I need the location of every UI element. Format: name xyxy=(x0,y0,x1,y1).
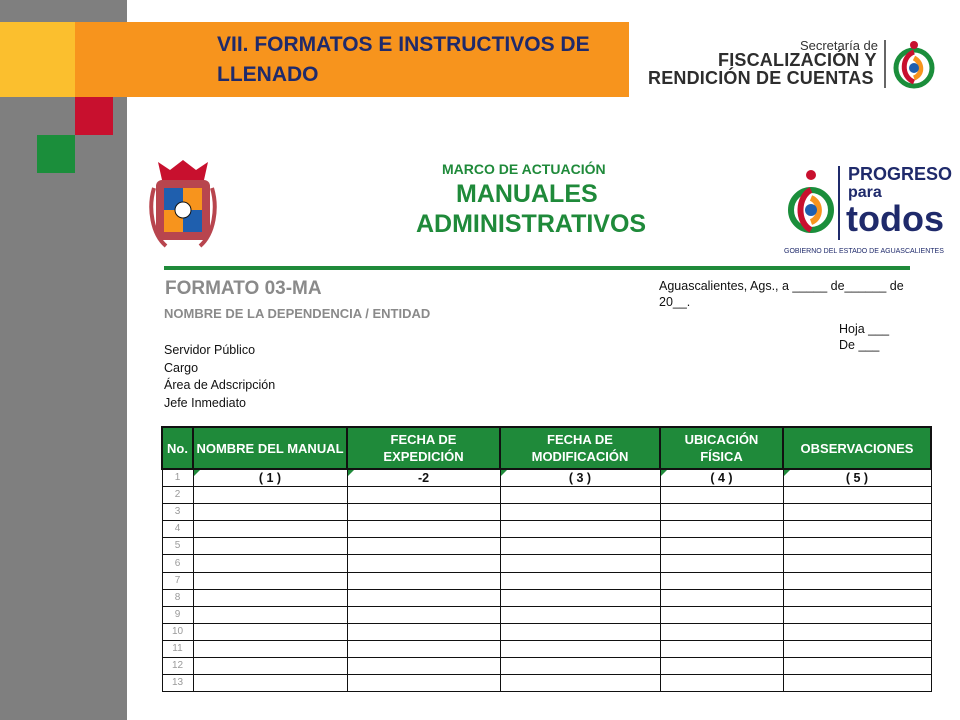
table-cell[interactable] xyxy=(783,572,931,589)
sfrc-secretaria-label: Secretaría de xyxy=(799,38,878,53)
table-cell[interactable] xyxy=(500,606,660,623)
table-row xyxy=(162,675,931,692)
table-cell[interactable] xyxy=(660,640,783,657)
table-cell[interactable] xyxy=(193,487,347,504)
table-cell[interactable] xyxy=(347,640,500,657)
table-cell[interactable] xyxy=(783,606,931,623)
row-number: 13 xyxy=(162,675,193,692)
red-square xyxy=(75,97,113,135)
table-cell[interactable] xyxy=(660,606,783,623)
table-cell[interactable] xyxy=(193,521,347,538)
header-divider xyxy=(164,266,910,270)
row-number: 10 xyxy=(162,623,193,640)
administrativos-heading: ADMINISTRATIVOS xyxy=(416,210,647,238)
instruction-mark-cell[interactable] xyxy=(347,469,500,487)
table-row xyxy=(162,504,931,521)
row-number: 4 xyxy=(162,521,193,538)
progreso-swirl-icon xyxy=(786,166,836,244)
table-cell[interactable] xyxy=(347,538,500,555)
comment-marker-icon xyxy=(501,470,507,476)
field-jefe-inmediato: Jefe Inmediato xyxy=(164,395,246,410)
table-header-row xyxy=(162,427,931,469)
table-cell[interactable] xyxy=(347,675,500,692)
sfrc-line1: FISCALIZACIÓN Y xyxy=(718,50,877,70)
table-cell[interactable] xyxy=(500,675,660,692)
dependencia-label: NOMBRE DE LA DEPENDENCIA / ENTIDAD xyxy=(164,306,431,321)
row-number: 8 xyxy=(162,589,193,606)
table-cell[interactable] xyxy=(783,521,931,538)
table-cell[interactable] xyxy=(500,572,660,589)
place-date-line1: Aguascalientes, Ags., a _____ de______ de xyxy=(659,279,904,293)
table-cell[interactable] xyxy=(783,538,931,555)
table-cell[interactable] xyxy=(500,487,660,504)
table-row xyxy=(162,572,931,589)
row-number: 7 xyxy=(162,572,193,589)
instruction-mark-cell[interactable] xyxy=(660,469,783,487)
table-cell[interactable] xyxy=(660,487,783,504)
comment-marker-icon xyxy=(194,470,200,476)
table-body xyxy=(162,469,931,692)
table-cell[interactable] xyxy=(347,623,500,640)
employee-fields xyxy=(164,342,275,412)
instruction-mark-cell[interactable] xyxy=(193,469,347,487)
table-cell[interactable] xyxy=(347,555,500,572)
table-cell[interactable] xyxy=(500,521,660,538)
table-cell[interactable] xyxy=(193,538,347,555)
comment-marker-icon xyxy=(348,470,354,476)
instruction-mark: ( 4 ) xyxy=(710,471,733,486)
table-cell[interactable] xyxy=(193,555,347,572)
manuals-table xyxy=(161,426,932,692)
table-cell[interactable] xyxy=(660,572,783,589)
table-cell[interactable] xyxy=(347,606,500,623)
table-cell[interactable] xyxy=(660,658,783,675)
table-row xyxy=(162,487,931,504)
swirl-logo-icon xyxy=(890,38,938,90)
table-cell[interactable] xyxy=(660,675,783,692)
sfrc-divider xyxy=(884,40,886,88)
yellow-square xyxy=(0,22,75,97)
table-cell[interactable] xyxy=(347,589,500,606)
instruction-mark: ( 3 ) xyxy=(568,471,592,486)
table-row xyxy=(162,589,931,606)
comment-marker-icon xyxy=(661,470,667,476)
col-header-no: No. xyxy=(162,427,193,469)
table-cell[interactable] xyxy=(500,640,660,657)
gobierno-caption: GOBIERNO DEL ESTADO DE AGUASCALIENTES xyxy=(784,248,944,255)
table-cell[interactable] xyxy=(783,640,931,657)
table-cell[interactable] xyxy=(193,504,347,521)
table-cell[interactable] xyxy=(193,623,347,640)
table-cell[interactable] xyxy=(500,589,660,606)
para-word: para xyxy=(848,184,882,201)
table-cell[interactable] xyxy=(783,623,931,640)
table-cell[interactable] xyxy=(660,555,783,572)
row-number: 11 xyxy=(162,640,193,657)
comment-marker-icon xyxy=(784,470,790,476)
table-cell[interactable] xyxy=(193,572,347,589)
table-cell[interactable] xyxy=(347,487,500,504)
formato-title: FORMATO 03-MA xyxy=(165,278,322,299)
table-cell[interactable] xyxy=(660,589,783,606)
table-cell[interactable] xyxy=(193,606,347,623)
sfrc-logo xyxy=(648,36,938,92)
todos-word: todos xyxy=(846,198,944,239)
table-row xyxy=(162,538,931,555)
instruction-mark: ( 5 ) xyxy=(845,471,869,486)
table-cell[interactable] xyxy=(783,658,931,675)
hoja-label: Hoja ___ xyxy=(839,322,890,336)
page-count xyxy=(839,321,889,353)
table-cell[interactable] xyxy=(500,555,660,572)
table-cell[interactable] xyxy=(347,572,500,589)
table-row xyxy=(162,469,931,487)
field-servidor-publico: Servidor Público xyxy=(164,343,256,357)
col-header-fecha-expedicion: FECHA DE EXPEDICIÓN xyxy=(347,427,500,469)
table-cell[interactable] xyxy=(783,555,931,572)
table-cell[interactable] xyxy=(783,675,931,692)
table-cell[interactable] xyxy=(347,504,500,521)
col-header-nombre: NOMBRE DEL MANUAL xyxy=(193,427,347,469)
field-area-adscripcion: Área de Adscripción xyxy=(164,378,276,392)
table-row xyxy=(162,658,931,675)
table-row xyxy=(162,606,931,623)
table-row xyxy=(162,521,931,538)
de-label: De ___ xyxy=(839,338,880,352)
col-header-ubicacion: UBICACIÓN FÍSICA xyxy=(660,427,783,469)
coat-of-arms-icon xyxy=(148,158,218,250)
col-header-fecha-modificacion: FECHA DE MODIFICACIÓN xyxy=(500,427,660,469)
table-cell[interactable] xyxy=(500,538,660,555)
instruction-mark: ( 1 ) xyxy=(258,471,282,486)
table-cell[interactable] xyxy=(347,521,500,538)
progreso-word: PROGRESO xyxy=(848,164,953,184)
table-cell[interactable] xyxy=(783,504,931,521)
progreso-divider xyxy=(838,166,840,240)
table-cell[interactable] xyxy=(660,504,783,521)
col-header-observaciones: OBSERVACIONES xyxy=(783,427,931,469)
green-square xyxy=(37,135,75,173)
table-cell[interactable] xyxy=(193,589,347,606)
progreso-para-todos-logo xyxy=(784,162,953,262)
instruction-mark: -2 xyxy=(417,471,430,486)
slide-title: VII. FORMATOS E INSTRUCTIVOS DE LLENADO xyxy=(217,33,590,86)
table-row xyxy=(162,640,931,657)
table-cell[interactable] xyxy=(193,675,347,692)
table-cell[interactable] xyxy=(500,658,660,675)
marco-heading: MARCO DE ACTUACIÓN xyxy=(442,161,606,177)
place-date-line xyxy=(659,278,909,310)
manuales-heading: MANUALES xyxy=(456,180,598,208)
table-cell[interactable] xyxy=(500,623,660,640)
table-cell[interactable] xyxy=(660,538,783,555)
instruction-mark-cell[interactable] xyxy=(783,469,931,487)
instruction-mark-cell[interactable] xyxy=(500,469,660,487)
table-cell[interactable] xyxy=(347,658,500,675)
table-row xyxy=(162,623,931,640)
row-number: 1 xyxy=(162,469,193,487)
row-number: 6 xyxy=(162,555,193,572)
row-number: 5 xyxy=(162,538,193,555)
format-document xyxy=(140,150,953,720)
row-number: 12 xyxy=(162,658,193,675)
place-date-line2: 20__. xyxy=(659,295,691,309)
row-number: 2 xyxy=(162,487,193,504)
row-number: 3 xyxy=(162,504,193,521)
table-cell[interactable] xyxy=(193,658,347,675)
table-cell[interactable] xyxy=(500,504,660,521)
sfrc-line2: RENDICIÓN DE CUENTAS xyxy=(648,68,874,88)
table-cell[interactable] xyxy=(783,487,931,504)
table-cell[interactable] xyxy=(193,640,347,657)
table-cell[interactable] xyxy=(660,521,783,538)
field-cargo: Cargo xyxy=(164,360,199,375)
table-cell[interactable] xyxy=(783,589,931,606)
row-number: 9 xyxy=(162,606,193,623)
table-cell[interactable] xyxy=(660,623,783,640)
table-row xyxy=(162,555,931,572)
